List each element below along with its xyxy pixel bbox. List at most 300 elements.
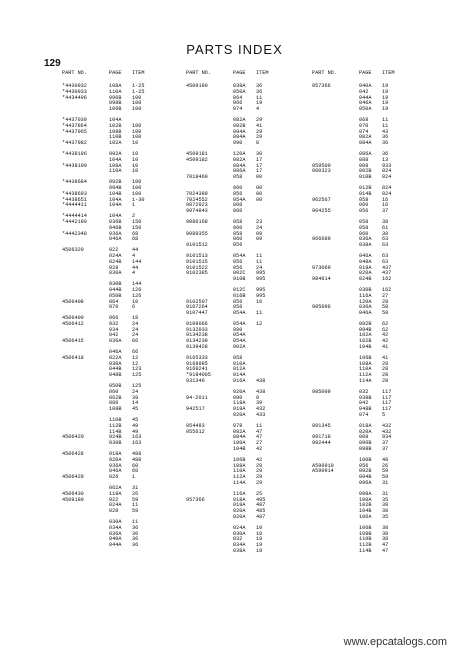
part-number-cell: 4509180 [186, 83, 208, 89]
header-item: ITEM [132, 70, 145, 76]
item-cell: 824 [382, 184, 392, 191]
item-cell: 100 [132, 122, 142, 129]
page-cell: 042 [359, 400, 369, 407]
page-cell: 064 [233, 94, 243, 101]
page-cell: 114A [233, 480, 246, 487]
part-number-cell: 9072923 [186, 202, 208, 209]
item-cell: 6 [132, 304, 136, 311]
page-cell: 024A [233, 524, 246, 531]
page-cell: 046A [359, 100, 372, 107]
page-cell: 102B [109, 122, 122, 129]
part-number-cell: 985096 [312, 304, 331, 311]
page-cell: 028 [109, 264, 119, 271]
page-cell: 114B [109, 428, 122, 435]
page-cell: 066 [109, 315, 119, 322]
item-cell: 24 [132, 320, 139, 327]
part-number-cell: 942517 [186, 406, 205, 413]
part-number-cell: 7024552 [186, 196, 208, 203]
item-cell: 19 [382, 106, 389, 113]
item-cell: 58 [382, 304, 389, 311]
item-cell: 9 [256, 394, 260, 401]
page-cell: 018A [109, 451, 122, 458]
item-cell: 59 [132, 496, 139, 503]
page-cell: 002C [233, 270, 246, 277]
page-cell: 106B [359, 354, 372, 361]
item-cell: 12 [256, 320, 263, 327]
item-cell: 933 [382, 162, 392, 169]
item-cell: 38 [382, 536, 389, 543]
item-cell: 41 [382, 354, 389, 361]
page-cell: 086A [359, 150, 372, 157]
footer-url: www.epcatalogs.com [343, 636, 447, 648]
page-cell: 058 [359, 218, 369, 225]
part-number-cell: 7018460 [186, 174, 208, 181]
part-number-cell: 4506409 [62, 315, 84, 322]
page-cell: 108A [233, 462, 246, 469]
page-cell: 058 [359, 224, 369, 231]
item-cell: 824 [382, 174, 392, 181]
part-number-cell: *4437864 [62, 122, 87, 129]
page-cell: 012B [359, 184, 372, 191]
page-cell: 056 [233, 304, 243, 311]
page-cell: 086A [233, 168, 246, 175]
page-cell: 008 [359, 434, 369, 441]
page-title: PARTS INDEX [186, 42, 283, 57]
item-cell: 38 [382, 218, 389, 225]
page-cell: 110B [109, 134, 122, 141]
item-cell: 126 [132, 292, 142, 299]
item-cell: 4 [132, 252, 136, 259]
part-number-cell: 959500 [312, 162, 331, 169]
page-cell: 092A [109, 150, 122, 157]
item-cell: 38 [382, 502, 389, 509]
item-cell: 66 [132, 338, 139, 345]
page-cell: 110B [359, 536, 372, 543]
item-cell: 45 [132, 417, 139, 424]
item-cell: 58 [382, 310, 389, 317]
part-number-cell: *4434496 [62, 94, 87, 101]
item-cell: 62 [382, 320, 389, 327]
item-cell: 438 [256, 378, 266, 385]
page-cell: 104A [109, 213, 122, 220]
item-cell: 12 [132, 354, 139, 361]
item-cell: 117 [382, 394, 392, 401]
part-number-cell: 4509180 [62, 496, 84, 503]
item-cell: 17 [256, 162, 263, 169]
item-cell: 42 [256, 446, 263, 453]
page-cell: 102A [359, 332, 372, 339]
item-cell: 16 [382, 196, 389, 203]
item-cell: 42 [382, 338, 389, 345]
page-cell: 098B [359, 446, 372, 453]
item-cell: 16 [256, 298, 263, 305]
part-number-cell: *4438693 [62, 190, 87, 197]
page-cell: 016B [233, 292, 246, 299]
item-cell: 1 [132, 202, 136, 209]
page-cell: 044A [359, 94, 372, 101]
item-cell: 19 [382, 100, 389, 107]
item-cell: 10 [132, 156, 139, 163]
page-cell: 024B [109, 434, 122, 441]
page-cell: 024A [109, 252, 122, 259]
item-cell: 36 [132, 536, 139, 543]
item-cell: 485 [256, 508, 266, 515]
page-cell: 046A [359, 252, 372, 259]
item-cell: 59 [382, 474, 389, 481]
page-cell: 018A [233, 502, 246, 509]
part-number-cell: 9132033 [186, 326, 208, 333]
page-cell: 108A [109, 83, 122, 89]
item-cell: 24 [132, 332, 139, 339]
page-cell: 104A [109, 202, 122, 209]
item-cell: 995 [256, 276, 266, 283]
item-cell: 09 [256, 236, 263, 243]
page-cell: 096B [109, 94, 122, 101]
page-cell: 034A [109, 524, 122, 531]
page-cell: 110A [233, 468, 246, 475]
item-cell: 27 [382, 292, 389, 299]
item-cell: 438 [256, 388, 266, 395]
page-cell: 030A [109, 519, 122, 525]
page-cell: 024B [359, 276, 372, 283]
page-cell: 082A [233, 428, 246, 435]
item-cell: 12 [132, 360, 139, 367]
item-cell: 36 [132, 530, 139, 537]
item-cell: 37 [382, 446, 389, 453]
part-number-cell: 4506320 [62, 247, 84, 254]
page-cell: 028 [109, 508, 119, 515]
part-number-cell: 991718 [312, 434, 331, 441]
item-cell: 25 [256, 490, 263, 497]
part-number-cell: *4442348 [62, 230, 87, 237]
item-cell: 47 [256, 428, 263, 435]
page-cell: 030B [109, 440, 122, 447]
page-cell: 042 [109, 332, 119, 339]
page-cell: 108A [359, 360, 372, 367]
item-cell: 47 [256, 434, 263, 441]
page-cell: 102B [359, 502, 372, 509]
page-cell: 094B [359, 474, 372, 481]
item-cell: 62 [382, 326, 389, 333]
header-part-no: PART NO. [62, 70, 87, 76]
item-cell: 44 [132, 264, 139, 271]
item-cell: 432 [382, 428, 392, 435]
header-page: PAGE [109, 70, 122, 76]
page-cell: 110A [109, 168, 122, 175]
page-cell: 018A [233, 496, 246, 503]
page-cell: 002B [359, 168, 372, 175]
page-cell: 110B [109, 417, 122, 424]
page-cell: 084A [233, 134, 246, 141]
page-cell: 060 [233, 236, 243, 243]
page-cell: 056 [233, 258, 243, 265]
part-number-cell: 9074843 [186, 208, 208, 215]
item-cell: 19 [382, 94, 389, 101]
page-cell: 046A [359, 310, 372, 317]
page-cell: 068 [359, 116, 369, 123]
part-number-cell: 7024389 [186, 190, 208, 197]
page-cell: 050B [109, 292, 122, 299]
part-number-cell: 9086168 [186, 218, 208, 225]
item-cell: 11 [256, 422, 263, 429]
page-cell: 114B [359, 547, 372, 554]
page-cell: 100A [359, 496, 372, 503]
part-number-cell: *4437982 [62, 140, 87, 147]
page-cell: 014B [359, 190, 372, 197]
part-number-cell: 9169241 [186, 366, 208, 373]
item-cell: 432 [382, 422, 392, 429]
item-cell: 26 [382, 462, 389, 469]
item-cell: 24 [256, 224, 263, 231]
page-cell: 036A [359, 236, 372, 243]
item-cell: 488 [132, 456, 142, 463]
part-number-cell: 4506420 [62, 434, 84, 441]
header-page: PAGE [233, 70, 246, 76]
page-cell: 054A [233, 310, 246, 317]
page-cell: 016A [233, 378, 246, 385]
item-cell: 162 [382, 286, 392, 293]
header-item: ITEM [382, 70, 395, 76]
item-cell: 48 [382, 456, 389, 463]
part-number-cell: 954493 [186, 422, 205, 429]
page-cell: 056 [233, 242, 243, 249]
page-cell: 112A [233, 474, 246, 481]
page-cell: 106B [359, 524, 372, 531]
item-cell: 10 [132, 298, 139, 305]
page-cell: 060 [233, 184, 243, 191]
item-cell: 38 [382, 530, 389, 537]
page-cell: 060 [233, 208, 243, 215]
item-cell: 24 [132, 326, 139, 333]
page-cell: 094B [109, 184, 122, 191]
item-cell: 42 [256, 456, 263, 463]
item-cell: 11 [256, 310, 263, 317]
part-number-cell: *4442180 [62, 218, 87, 225]
page-cell: 108A [109, 162, 122, 169]
part-number-cell: *4437965 [62, 128, 87, 135]
item-cell: 37 [382, 440, 389, 447]
item-cell: 19 [256, 536, 263, 543]
item-cell: 100 [132, 94, 142, 101]
page-cell: 090 [233, 394, 243, 401]
page-cell: 058 [233, 174, 243, 181]
item-cell: 28 [382, 298, 389, 305]
part-number-cell: 9102507 [186, 298, 208, 305]
page-cell: 084A [359, 140, 372, 147]
item-cell: 41 [382, 344, 389, 351]
item-cell: 42 [382, 332, 389, 339]
page-cell: 044B [109, 366, 122, 373]
part-number-cell: 4506428 [62, 451, 84, 458]
item-cell: 150 [132, 218, 142, 225]
item-cell: 125 [132, 372, 142, 379]
item-cell: 28 [382, 360, 389, 367]
part-number-cell: 9139428 [186, 344, 208, 351]
page-cell: 010A [233, 360, 246, 367]
page-cell: 036A [359, 304, 372, 311]
page-cell: 064 [109, 298, 119, 305]
page-cell: 054A [233, 196, 246, 203]
page-cell: 024A [109, 502, 122, 509]
page-cell: 050B [109, 383, 122, 390]
part-number-cell: 962567 [312, 196, 331, 203]
page-cell: 048B [109, 372, 122, 379]
item-cell: 19 [256, 100, 263, 107]
part-number-cell: 9102385 [186, 270, 208, 277]
item-cell: 59 [132, 508, 139, 515]
page-cell: 018A [233, 406, 246, 413]
page-cell: 042 [359, 88, 369, 95]
item-cell: 487 [256, 514, 266, 520]
item-cell: 100 [132, 134, 142, 141]
item-cell: 29 [256, 134, 263, 141]
part-number-cell: *4438196 [62, 150, 87, 157]
item-cell: 29 [256, 468, 263, 475]
item-cell: 11 [256, 94, 263, 101]
item-cell: 19 [256, 547, 263, 554]
page-cell: 032 [359, 388, 369, 395]
page-cell: 062A [109, 485, 122, 492]
page-cell: 040A [359, 83, 372, 89]
part-number-cell: 9101513 [186, 252, 208, 259]
item-cell: 29 [256, 474, 263, 481]
page-cell: 030A [109, 270, 122, 277]
part-number-cell: 957366 [186, 496, 205, 503]
page-cell: 022 [109, 247, 119, 254]
page-cell: 056 [233, 264, 243, 271]
header-part-no: PART NO. [312, 70, 337, 76]
item-cell: 19 [382, 83, 389, 89]
item-cell: 00 [256, 174, 263, 181]
part-number-cell: 9101512 [186, 242, 208, 249]
page-cell: 108B [359, 530, 372, 537]
page-cell: 054A [233, 252, 246, 259]
item-cell: 162 [382, 276, 392, 283]
item-cell: 29 [256, 116, 263, 123]
header-item: ITEM [256, 70, 269, 76]
item-cell: 26 [132, 490, 139, 497]
item-cell: 934 [382, 434, 392, 441]
page-cell: 120A [359, 298, 372, 305]
item-cell: 29 [256, 462, 263, 469]
item-cell: 11 [256, 258, 263, 265]
part-number-cell: A590914 [312, 468, 334, 475]
page-cell: 030A [109, 360, 122, 367]
item-cell: 100 [132, 190, 142, 197]
part-number-cell: 957366 [312, 83, 331, 89]
item-cell: 19 [256, 542, 263, 549]
page-cell: 104A [109, 196, 122, 203]
part-number-cell: 991345 [312, 422, 331, 429]
part-number-cell: 931346 [186, 378, 205, 385]
item-cell: 14 [132, 400, 139, 407]
item-cell: 824 [382, 168, 392, 175]
page-cell: 046A [109, 349, 122, 356]
item-cell: 16 [382, 202, 389, 209]
page-cell: 106A [359, 514, 372, 520]
part-number-cell: *4437039 [62, 116, 87, 123]
page-cell: 060 [109, 388, 119, 395]
page-cell: 090 [233, 140, 243, 147]
item-cell: 4 [132, 270, 136, 277]
part-number-cell: 964255 [312, 208, 331, 215]
item-cell: 37 [382, 208, 389, 215]
item-cell: 09 [256, 230, 263, 237]
item-cell: 1-25 [132, 88, 145, 95]
item-cell: 17 [256, 156, 263, 163]
item-cell: 60 [132, 462, 139, 469]
part-number-cell: 9165333 [186, 354, 208, 361]
item-cell: 10 [256, 530, 263, 537]
page-cell: 118A [233, 400, 246, 407]
page-cell: 086 [109, 400, 119, 407]
item-cell: 47 [382, 542, 389, 549]
page-cell: 022A [109, 354, 122, 361]
part-number-cell: 966689 [312, 236, 331, 243]
page-cell: 104B [109, 190, 122, 197]
item-cell: 144 [132, 281, 142, 288]
item-cell: 29 [256, 480, 263, 487]
part-number-cell: 9168985 [186, 360, 208, 367]
page-cell: 094B [359, 326, 372, 333]
part-number-cell: *4444411 [62, 202, 87, 209]
item-cell: 2 [132, 213, 136, 220]
part-number-cell: *4430932 [62, 83, 87, 89]
item-cell: 31 [132, 485, 139, 492]
part-number-cell: 9101522 [186, 264, 208, 271]
item-cell: 30 [256, 150, 263, 157]
page-cell: 100B [359, 456, 372, 463]
page-cell: 056 [233, 190, 243, 197]
page-cell: 092B [359, 468, 372, 475]
item-cell: 10 [132, 150, 139, 157]
item-cell: 59 [382, 468, 389, 475]
part-number-cell: 9089355 [186, 230, 208, 237]
part-number-cell: *4430933 [62, 88, 87, 95]
page-cell: 056 [233, 298, 243, 305]
page-cell: 060 [359, 202, 369, 209]
page-cell: 062B [109, 394, 122, 401]
page-cell: 032 [109, 320, 119, 327]
item-cell: 44 [132, 247, 139, 254]
page-cell: 070 [359, 122, 369, 129]
part-number-cell: 973069 [312, 264, 331, 271]
item-cell: 60 [132, 468, 139, 475]
item-cell: 10 [132, 162, 139, 169]
page-cell: 106B [109, 106, 122, 113]
part-number-cell: 4506415 [62, 338, 84, 345]
item-cell: 117 [382, 388, 392, 395]
page-cell: 060 [359, 230, 369, 237]
page-cell: 082A [233, 156, 246, 163]
page-cell: 054A [233, 332, 246, 339]
item-cell: 437 [382, 270, 392, 277]
page-cell: 030A [233, 530, 246, 537]
item-cell: 824 [382, 190, 392, 197]
part-number-cell: 4506430 [62, 490, 84, 497]
page-cell: 024B [109, 258, 122, 265]
item-cell: 487 [256, 502, 266, 509]
item-cell: 36 [132, 542, 139, 549]
page-cell: 112B [359, 542, 372, 549]
item-cell: 433 [256, 412, 266, 419]
item-cell: 117 [382, 400, 392, 407]
page-cell: 036B [109, 218, 122, 225]
item-cell: 31 [382, 480, 389, 487]
part-number-cell: 4506429 [62, 474, 84, 481]
page-cell: 020A [233, 514, 246, 520]
page-cell: 046A [109, 468, 122, 475]
